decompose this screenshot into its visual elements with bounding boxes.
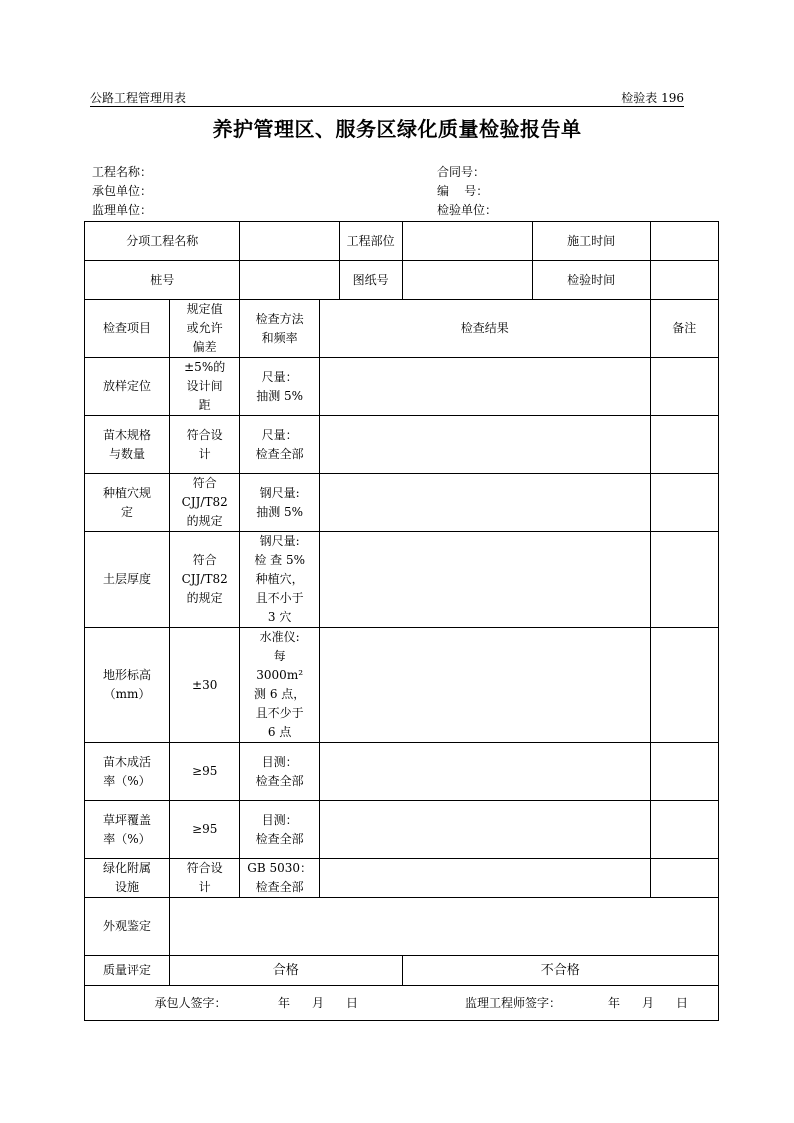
col-method-line: 检查方法 (255, 311, 304, 326)
info-right-block (437, 163, 497, 220)
inspection-item-line: 设施 (114, 880, 139, 894)
check-method-line: 钢尺量: (259, 534, 300, 548)
inspection-item-line: 绿化附属 (102, 861, 151, 875)
spec-value-line: CJJ/T82 (181, 572, 228, 586)
year-label: 年 (278, 995, 291, 1010)
inspection-item-line: 定 (120, 504, 133, 519)
inspection-unit-label: 检验单位： (437, 203, 498, 217)
project-name-label: 工程名称： (92, 165, 153, 179)
header-form-category: 公路工程管理用表 (90, 91, 187, 105)
supervisor-label: 监理单位： (92, 203, 153, 217)
inspection-item (85, 859, 170, 898)
quality-label: 质量评定 (85, 956, 170, 986)
spec-value (169, 859, 240, 898)
check-method-line: 检查全部 (255, 446, 304, 461)
quality-row (85, 956, 719, 986)
check-method-line: 且不小于 (255, 591, 304, 605)
inspection-item (85, 743, 170, 801)
spec-value (169, 628, 240, 743)
day-label: 日 (346, 995, 359, 1010)
inspection-item-line: 苗木规格 (102, 427, 151, 442)
inspection-item (85, 628, 170, 743)
quality-fail[interactable]: 不合格 (402, 956, 718, 986)
column-header-row (85, 300, 719, 358)
spec-value-line: 符合设 (186, 427, 223, 442)
inspection-item-line: 放样定位 (102, 379, 151, 393)
row-stake (85, 261, 719, 300)
col-spec-line: 规定值 (186, 302, 223, 316)
year-label: 年 (608, 995, 621, 1010)
spec-value-line: ≥95 (192, 822, 218, 836)
inspection-row (85, 474, 719, 532)
page-header (90, 88, 684, 107)
inspection-row (85, 743, 719, 801)
inspection-item-line: 草坪覆盖 (102, 812, 151, 827)
col-spec-line: 或允许 (186, 321, 223, 335)
check-result[interactable] (319, 416, 650, 474)
check-method-line: 尺量： (261, 369, 298, 384)
check-method-line: 每 (273, 649, 286, 663)
inspection-row (85, 801, 719, 859)
spec-value (169, 801, 240, 859)
remark-cell[interactable] (650, 532, 718, 628)
subproject-value[interactable] (240, 222, 339, 261)
inspection-table (84, 221, 719, 1021)
spec-value (169, 358, 240, 416)
day-label: 日 (676, 995, 689, 1010)
spec-value (169, 416, 240, 474)
check-method-line: 且不少于 (255, 706, 304, 720)
engineer-signature[interactable] (418, 994, 698, 1013)
check-method-line: 抽测 5% (256, 388, 304, 403)
check-method-line: 目测： (261, 812, 298, 827)
check-method-line: 检查全部 (255, 773, 304, 788)
part-label: 工程部位 (339, 222, 402, 261)
spec-value-line: ≥95 (192, 764, 218, 778)
check-method (240, 358, 319, 416)
drawing-value[interactable] (402, 261, 532, 300)
remark-cell[interactable] (650, 743, 718, 801)
spec-value (169, 743, 240, 801)
appearance-label: 外观鉴定 (85, 898, 170, 956)
drawing-label: 图纸号 (339, 261, 402, 300)
check-method-line: 目测： (261, 754, 298, 769)
col-item-header: 检查项目 (85, 300, 170, 358)
contractor-date (278, 994, 358, 1013)
quality-pass[interactable]: 合格 (169, 956, 402, 986)
check-method (240, 474, 319, 532)
spec-value (169, 532, 240, 628)
stake-value[interactable] (240, 261, 339, 300)
check-method-line: 测 6 点， (254, 687, 306, 701)
inspection-item-line: 土层厚度 (102, 572, 151, 586)
check-method-line: 检查全部 (255, 831, 304, 846)
inspection-item (85, 801, 170, 859)
appearance-row (85, 898, 719, 956)
spec-value-line: 符合 (192, 553, 217, 567)
check-method (240, 628, 319, 743)
check-method (240, 532, 319, 628)
inspection-item (85, 358, 170, 416)
spec-value-line: 距 (198, 398, 211, 412)
check-method-line: 3 穴 (267, 610, 292, 624)
inspection-item (85, 474, 170, 532)
spec-value (169, 474, 240, 532)
check-result[interactable] (319, 474, 650, 532)
col-result-header: 检查结果 (319, 300, 650, 358)
remark-cell[interactable] (650, 628, 718, 743)
subproject-label: 分项工程名称 (85, 222, 240, 261)
check-method (240, 801, 319, 859)
check-method (240, 859, 319, 898)
check-method-line: 检查全部 (255, 880, 304, 894)
check-method-line: 检 查 5% (254, 553, 305, 567)
row-subproject (85, 222, 719, 261)
construction-time-label: 施工时间 (532, 222, 650, 261)
appearance-value[interactable] (169, 898, 718, 956)
remark-cell[interactable] (650, 859, 718, 898)
contractor-signature-label: 承包人签字： (154, 995, 227, 1010)
check-method-line: 钢尺量: (259, 485, 300, 500)
check-result[interactable] (319, 532, 650, 628)
info-left-block (92, 163, 152, 220)
check-method (240, 743, 319, 801)
inspection-row (85, 358, 719, 416)
inspection-row (85, 532, 719, 628)
col-method-line: 和频率 (261, 330, 298, 345)
inspection-row (85, 859, 719, 898)
engineer-signature-label: 监理工程师签字： (464, 995, 561, 1010)
contractor-signature[interactable] (103, 994, 403, 1013)
spec-value-line: 符合 (192, 476, 217, 490)
col-spec-header (169, 300, 240, 358)
check-method (240, 416, 319, 474)
col-method-header (240, 300, 319, 358)
signature-cell (85, 986, 719, 1021)
spec-value-line: 符合设 (186, 861, 223, 875)
inspection-item-line: 率（%） (103, 773, 151, 788)
contractor-label: 承包单位： (92, 184, 153, 198)
check-method-line: 种植穴， (255, 572, 304, 586)
inspection-item-line: （mm） (103, 687, 151, 701)
month-label: 月 (312, 995, 325, 1010)
spec-value-line: 计 (198, 880, 211, 894)
check-method-line: GB 5030： (247, 861, 313, 875)
remark-cell[interactable] (650, 801, 718, 859)
check-result[interactable] (319, 801, 650, 859)
spec-value-line: CJJ/T82 (181, 495, 228, 509)
spec-value-line: 的规定 (186, 514, 223, 528)
inspection-item-line: 与数量 (108, 446, 145, 461)
check-method-line: 6 点 (267, 725, 292, 739)
inspection-item-line: 种植穴规 (102, 485, 151, 500)
signature-row (85, 986, 719, 1021)
inspection-row (85, 416, 719, 474)
remark-cell[interactable] (650, 474, 718, 532)
remark-cell[interactable] (650, 416, 718, 474)
check-method-line: 抽测 5% (256, 504, 304, 519)
spec-value-line: 设计间 (186, 379, 223, 393)
check-method-line: 水准仪: (259, 630, 300, 644)
part-value[interactable] (402, 222, 532, 261)
spec-value-line: ±30 (192, 677, 218, 692)
month-label: 月 (642, 995, 655, 1010)
col-spec-line: 偏差 (192, 340, 217, 354)
construction-time-value[interactable] (650, 222, 718, 261)
contract-no-label: 合同号： (437, 165, 486, 179)
inspection-item (85, 532, 170, 628)
check-method-line: 3000m² (256, 668, 304, 682)
check-result[interactable] (319, 743, 650, 801)
check-result[interactable] (319, 859, 650, 898)
remark-cell[interactable] (650, 358, 718, 416)
check-result[interactable] (319, 628, 650, 743)
header-form-number: 检验表 196 (621, 91, 684, 105)
check-time-value[interactable] (650, 261, 718, 300)
spec-value-line: ±5%的 (184, 360, 226, 374)
inspection-row (85, 628, 719, 743)
serial-no-label: 编 号： (437, 184, 489, 198)
inspection-item-line: 苗木成活 (102, 754, 151, 769)
page-title: 养护管理区、服务区绿化质量检验报告单 (212, 117, 582, 141)
inspection-item (85, 416, 170, 474)
inspection-item-line: 地形标高 (102, 668, 151, 682)
check-result[interactable] (319, 358, 650, 416)
inspection-item-line: 率（%） (103, 831, 151, 846)
col-remark-header: 备注 (650, 300, 718, 358)
spec-value-line: 计 (198, 446, 211, 461)
spec-value-line: 的规定 (186, 591, 223, 605)
engineer-date (608, 994, 688, 1013)
stake-label: 桩号 (85, 261, 240, 300)
check-time-label: 检验时间 (532, 261, 650, 300)
check-method-line: 尺量： (261, 427, 298, 442)
